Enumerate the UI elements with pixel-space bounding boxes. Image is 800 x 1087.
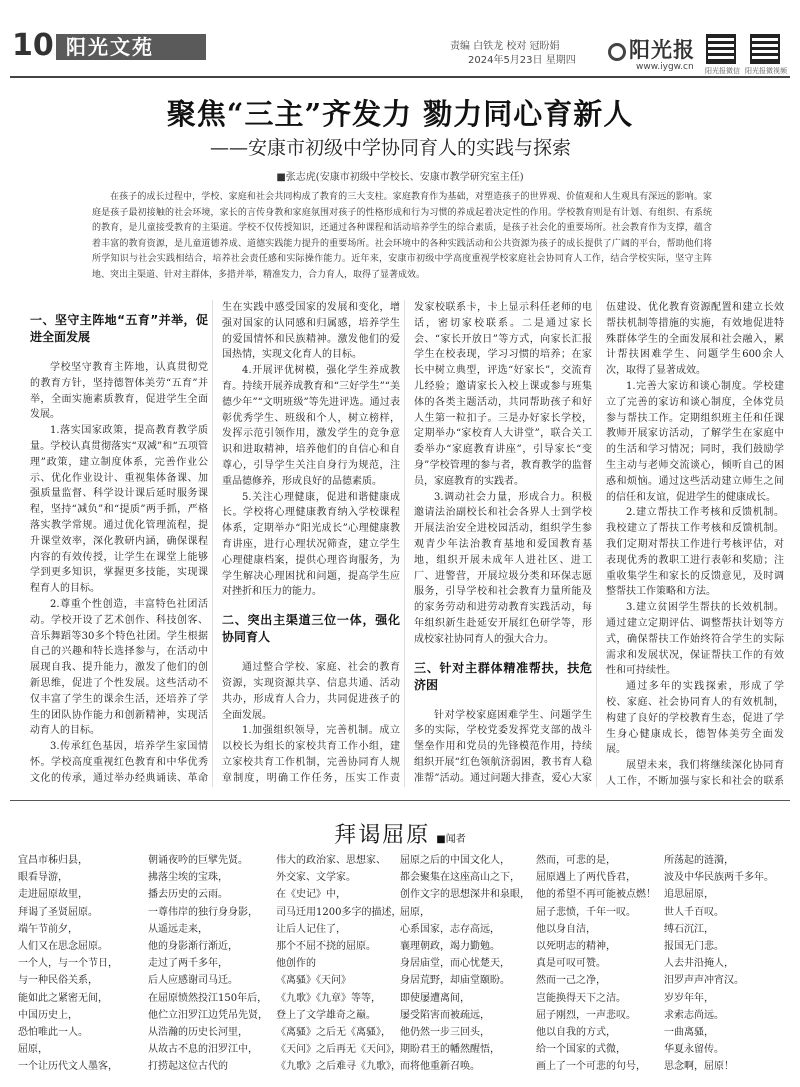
article-column-3	[414, 300, 592, 787]
poem-column-6	[664, 852, 774, 1075]
poem-line: 走进屈原故里，	[18, 889, 88, 901]
article-byline: ■张志虎(安康市初级中学校长、安康市教学研究室主任)	[276, 172, 524, 183]
poem-line: 一个人，与一个节日，	[18, 958, 118, 970]
paragraph: 1.加强组织领导，完善机制。成立以校长为组长的家校共育工作小组，建立家校共育工作机制，完善协同育人规章制度，明确工作任务，压实工作责	[222, 725, 400, 784]
article-intro: 在孩子的成长过程中，学校、家庭和社会共同构成了教育的三大支柱。家庭教育作为基础，对塑造孩子的世界观、价值观和人生观具有深远的影响。家庭是孩子最初接触的社会环境，家长的言传身教和家庭氛围对孩子的性格形成和行为习惯的养成起着决定性的作用。学校教育则是有计划、有组织、有系统的教育，是儿童接受教育的主渠道。学校不仅传授知识，还通过各种课程和活动培养学生的综合素质，是孩子社会化的重要场所。社会教育作为支撑，蕴含着丰富的教育资源，是儿童道德养成、道德实践能力提升的重要场所。社会环境中的各种实践活动和公共资源为孩子的成长提供了广阔的平台，帮助他们将所学知识与社会实践相结合，培养社会责任感和实际操作能力。近年来，安康市初级中学高度重视学校家庭社会协同育人工作，结合学校实际，坚守主阵地、突出主渠道、针对主群体，多措并举，精准发力，合力育人，取得了显著成效。	[92, 192, 712, 280]
video-qr-code-icon[interactable]	[750, 34, 780, 64]
poem-line: 屈子悲愤，千年一叹。	[536, 906, 636, 918]
poem-line: 求索志尚远。	[664, 1009, 724, 1021]
poem-line: 屈原遇上了两代昏君，	[536, 872, 636, 884]
editors-line: 责编 白铁龙 校对 冠盼娟	[450, 41, 560, 52]
paragraph: 伍建设、优化教育资源配置和建立长效帮扶机制等措施的实施，有效地促进特殊群体学生的全面发展和社会融入，累计帮扶困难学生、问题学生600余人次，取得了显著成效。	[606, 302, 784, 377]
paragraph: 2.建立帮扶工作考核和反馈机制。我校建立了帮扶工作考核和反馈机制。我们定期对帮扶工作进行考核评估，对表现优秀的教职工进行表彰和奖励；注重收集学生和家长的反馈意见，及时调整帮扶工作策略和方法。	[606, 507, 784, 598]
poem-line: 给一个国家的式微，	[536, 1044, 626, 1056]
poem-line: 屈子刚烈，一声悲叹。	[536, 1009, 636, 1021]
column-divider	[596, 300, 597, 787]
poem-line: 人们又在思念屈原。	[18, 940, 108, 952]
poem-line: 《天问》之后再无《天问》，	[276, 1044, 401, 1056]
poem-line: 襄理朝政，竭力勤勉。	[400, 940, 500, 952]
poem-line: 在《史记》中，	[276, 889, 346, 901]
poem-line: 外交家、文学家。	[276, 872, 356, 884]
poem-line: 登上了文学雄奇之巅。	[276, 1009, 376, 1021]
column-divider	[212, 300, 213, 787]
poem-line: 然而一己之净，	[536, 975, 606, 987]
poem-line: 与一种民俗关系，	[18, 975, 98, 987]
paragraph: 生在实践中感受国家的发展和变化，增强对国家的认同感和归属感，培养学生的爱国情怀和民族精神。激发他们的爱国热情，实现文化育人的目标。	[222, 302, 400, 361]
poem-line: 真是可叹可赞。	[536, 958, 606, 970]
poem-line: 追思屈原，	[664, 889, 714, 901]
website-url[interactable]: www.iygw.cn	[636, 62, 694, 72]
poem-line: 期盼君王的幡然醒悟，	[400, 1044, 500, 1056]
poem-line: 端午节前夕，	[18, 923, 78, 935]
sun-logo-icon	[608, 43, 626, 61]
section-title: 阳光文苑	[56, 34, 206, 60]
poem-line: 《九歌》《九章》等等，	[276, 992, 381, 1004]
poem-line: 司马迁用1200多字的描述，	[276, 906, 402, 918]
poem-column-2	[148, 852, 268, 1075]
poem-column-4	[400, 852, 530, 1075]
paragraph: 5.关注心理健康，促进和谐健康成长。学校将心理健康教育纳入学校课程体系，定期举办“阳光成长”心理健康教育讲座，进行心理状况筛查，建立学生心理健康档案，提供心理咨询服务，为学生解决心理困扰和问题，提高学生应对挫折和压力的能力。	[222, 491, 400, 598]
paragraph: 通过整合学校、家庭、社会的教育资源，实现资源共享、信息共通、活动共办，形成育人合力，共同促进孩子的全面发展。	[222, 662, 400, 721]
article-subtitle: ——安康市初级中学协同育人的实践与探索	[210, 137, 572, 159]
poem-line: 在屈原愤然投江150年后，	[148, 992, 268, 1004]
poem-line: 岂能换得天下之洁。	[536, 992, 626, 1004]
poem-column-1	[18, 852, 118, 1075]
poem-line: 拂落尘埃的宝珠，	[148, 872, 228, 884]
poem-line: 能如此之紧密无间，	[18, 992, 108, 1004]
poem-line: 从浩瀚的历史长河里，	[148, 1026, 248, 1038]
poem-line: 宜昌市秭归县，	[18, 855, 88, 866]
poem-line: 都会聚集在这座高山之下，	[400, 872, 520, 884]
poem-line: 他伫立汨罗江边凭吊先贤，	[148, 1009, 268, 1021]
poem-line: 身居荒野，却庙堂颐盼。	[400, 975, 510, 987]
poem-line: 《离骚》《天问》	[276, 975, 351, 987]
poem-line: 他以身自洁，	[536, 923, 596, 935]
poem-line: 屡受陷害而被疏远，	[400, 1009, 490, 1021]
poem-line: 后人应感谢司马迁。	[148, 975, 238, 987]
poem-line: 世人千百叹。	[664, 906, 724, 918]
section-heading: 一、坚守主阵地“五育”并举，促进全面发展	[30, 313, 208, 344]
article-column-2	[222, 300, 400, 787]
poem-line: 从遥远走来，	[148, 923, 208, 935]
poem-line: 从故古不息的汨罗江中，	[148, 1044, 258, 1056]
poem-line: 播去历史的云雨。	[148, 889, 228, 901]
header-divider	[10, 76, 790, 78]
poem-line: 他的希望不再可能被点燃！	[536, 889, 656, 901]
poem-line: 缚石沉江，	[664, 923, 714, 935]
poem-line: 心系国家，志存高远，	[400, 923, 500, 935]
paragraph: 针对学校家庭困难学生、问题学生多的实际，学校党委发挥党支部的战斗堡垒作用和党员的先锋模范作用，持续组织开展“红色领航济弱困，教书育人稳准帮”活动。通过问题大排查，爱心大家	[414, 709, 592, 784]
poem-line: 以死明志的精神，	[536, 940, 616, 952]
poem-line: 创作文字的思想深井和泉眼，	[400, 889, 530, 901]
article-title: 聚焦“三主”齐发力 勠力同心育新人	[166, 97, 634, 131]
poem-line: 一尊伟岸的独行身身影，	[148, 906, 258, 918]
poem-author: ■闻者	[436, 834, 466, 845]
newspaper-logo	[608, 34, 695, 64]
poem-line: 人去井沿掩人，	[664, 958, 734, 970]
poem-line: 华夏永留传。	[664, 1044, 724, 1056]
qr1-label: 阳光报微信	[705, 67, 740, 75]
poem-line: 他仍然一步三回头，	[400, 1026, 490, 1038]
poem-line: 中国历史上，	[18, 1009, 78, 1021]
poem-column-3	[276, 852, 401, 1075]
paragraph: 通过多年的实践探索，形成了学校、家庭、社会协同育人的有效机制，构建了良好的学校教育生态，促进了学生身心健康成长，德智体美劳全面发展。	[606, 681, 784, 756]
poem-title: 拜谒屈原	[334, 823, 431, 848]
poem-line: 他以自我的方式，	[536, 1026, 616, 1038]
paragraph: 1.完善大家访和谈心制度。学校建立了完善的家访和谈心制度，全体党员参与帮扶工作。定期组织班主任和任课教师开展家访活动，了解学生在家庭中的生活和学习情况；同时，我们鼓励学生主动与老师交流谈心，倾听自己的困惑和烦恼。通过这些活动建立师生之间的信任和友谊，促进学生的健康成长。	[606, 380, 784, 503]
poem-column-5	[536, 852, 656, 1075]
poem-line: 思念啊，屈原！	[664, 1061, 734, 1073]
paragraph: 3.传承红色基因，培养学生家国情怀。学校高度重视红色教育和中华优秀文化的传承，通过举办经典诵读、革命	[30, 741, 208, 784]
paragraph: 4.开展评优树模，强化学生养成教育。持续开展养成教育和“三好学生”“美德少年”“文明班级”等先进评选。通过表彰优秀学生、班级和个人，树立榜样，发挥示范引领作用，激发学生的竞争意识和进取精神，培养他们的自信心和自尊心，引导学生关注自身行为规范，注重品德修养，形成良好的品德素质。	[222, 365, 400, 487]
poem-line: 报国无门悲。	[664, 940, 724, 952]
paragraph: 2.尊重个性创造，丰富特色社团活动。学校开设了艺术创作、科技创客、音乐舞蹈等30多个特色社团。学生根据自己的兴趣和特长选择参与，在活动中展现自我、提升能力，激发了他们的创新思维，促进了个性发展。这些活动不仅丰富了学生的课余生活，还培养了学生的团队协作能力和创新精神，实现活动育人的目标。	[30, 598, 208, 737]
poem-line: 屈原之后的中国文化人，	[400, 855, 510, 866]
poem-line: 走过了两千多年，	[148, 958, 228, 970]
poem-heading	[0, 818, 800, 849]
poem-line: 汨罗声声冲宵汉。	[664, 975, 744, 987]
poem-line: 即使屡遭离间，	[400, 992, 470, 1004]
poem-line: 一个让历代文人墨客，	[18, 1061, 118, 1073]
wechat-qr-code-icon[interactable]	[706, 34, 736, 64]
poem-line: 那个不屈不挠的屈原。	[276, 940, 376, 952]
poem-line: 打捞起这位古代的	[148, 1061, 228, 1073]
page-number: 10	[12, 28, 54, 63]
poem-line: 波及中华民族两千多年。	[664, 872, 774, 884]
poem-line: 所荡起的涟漪，	[664, 855, 734, 866]
article-column-4	[606, 300, 784, 787]
poem-line: 让后人记住了，	[276, 923, 346, 935]
qr2-label: 阳光报微视频	[745, 67, 787, 75]
paragraph: 发家校联系卡，卡上显示科任老师的电话，密切家校联系。二是通过家长会、“家长开放日”等方式，向家长汇报学生在校表现，学习习惯的培养；在家长中树立典型，评选“好家长”，交流育儿经验；邀请家长入校上课或参与班集体的各类主题活动，共同帮助孩子和好人生第一粒扣子。三是办好家长学校，定期举办“家校育人大讲堂”，联合关工委举办“家庭教育讲座”，引导家长“变身”学校管理的参与者，教育教学的监督员，家庭教育的实践者。	[414, 302, 592, 487]
poem-line: 而将他重新召唤。	[400, 1061, 480, 1073]
poem-line: 然而，可悲的是，	[536, 855, 616, 866]
poem-line: 恐怕唯此一人。	[18, 1026, 88, 1038]
logo-text: 阳光报	[629, 37, 695, 62]
poem-line: 伟大的政治家、思想家、	[276, 855, 386, 866]
paragraph: 3.建立贫困学生帮扶的长效机制。通过建立定期评估、调整帮扶计划等方式，确保帮扶工作始终符合学生的实际需求和发展状况，保证帮扶工作的有效性和可持续性。	[606, 602, 784, 677]
poem-line: 《离骚》之后无《离骚》，	[276, 1026, 391, 1038]
poem-line: 眼看导游，	[18, 872, 68, 884]
paragraph: 学校坚守教育主阵地，认真贯彻党的教育方针，坚持德智体美劳“五育”并举，全面实施素质教育，促进学生全面发展。	[30, 362, 208, 421]
poem-line: 屈原，	[18, 1044, 48, 1056]
article-column-1	[30, 300, 208, 787]
poem-line: 《九歌》之后难寻《九歌》，	[276, 1061, 401, 1073]
section-heading: 三、针对主群体精准帮扶，扶危济困	[414, 660, 592, 692]
poem-line: 屈原，	[400, 906, 430, 918]
poem-line: 他的身影渐行渐近，	[148, 940, 238, 952]
poem-line: 朝诵夜吟的巨擘先贤。	[148, 855, 248, 866]
poem-line: 一曲离骚，	[664, 1026, 714, 1038]
poem-line: 岁岁年年，	[664, 992, 714, 1004]
poem-line: 身居庙堂，而心忧楚天，	[400, 958, 510, 970]
section-heading: 二、突出主渠道三位一体，强化协同育人	[222, 613, 400, 645]
issue-date: 2024年5月23日 星期四	[468, 55, 576, 66]
paragraph: 3.调动社会力量，形成合力。积极邀请法治副校长和社会各界人士到学校开展法治安全进校园活动，组织学生参观青少年法治教育基地和爱国教育基地，组织开展未成年人进社区、进工厂、进警营，开展垃圾分类和环保志愿服务，引导学校和社会教育力量所能及的家务劳动和进劳动教育实践活动，每年组织新生赴延安开展红色研学等，形成校家社协同育人的强大合力。	[414, 491, 592, 645]
paragraph: 展望未来，我们将继续深化协同育人工作，不断加强与家长和社会的联系	[606, 760, 784, 787]
poem-line: 他创作的	[276, 958, 316, 970]
column-divider	[404, 300, 405, 787]
poem-divider	[10, 800, 790, 801]
paragraph: 1.落实国家政策，提高教育教学质量。学校认真贯彻落实“双减”和“五项管理”政策，建立制度体系，完善作业公示、优化作业设计、重视集体备课、加强质量监督、科学设计课后延时服务课程，坚持“减负”和“提质”两手抓，严格落实教学常规。通过优化管理流程，提升课堂效率，深化教研内涵，确保课程内容的有效传授，让学生在课堂上能够学到更多知识，掌握更多技能，实现课程育人的目标。	[30, 425, 208, 595]
poem-line: 拜谒了圣贤屈原。	[18, 906, 98, 918]
poem-line: 画上了一个可悲的句号，	[536, 1061, 646, 1073]
